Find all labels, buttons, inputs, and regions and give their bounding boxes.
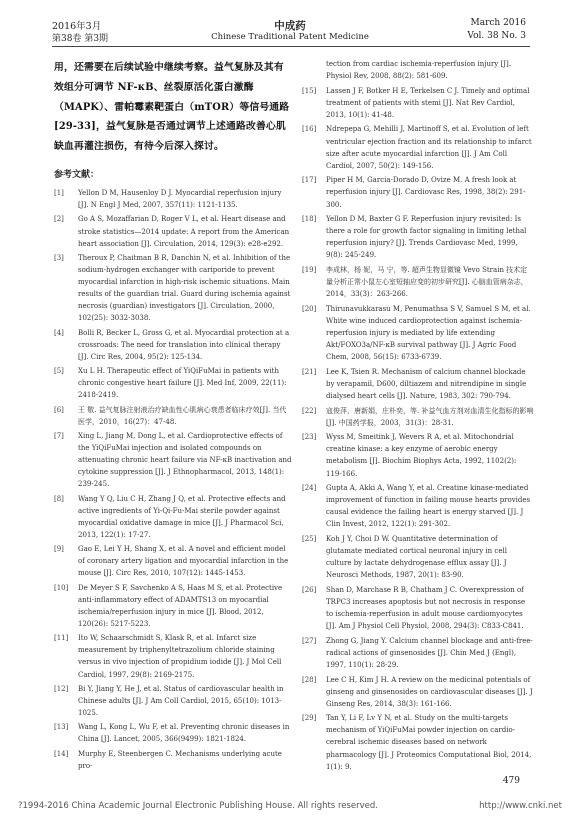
reference-number: [20] bbox=[302, 304, 317, 313]
reference-number: [23] bbox=[302, 433, 317, 442]
reference-entry bbox=[54, 632, 292, 680]
reference-number bbox=[302, 58, 326, 82]
reference-text: Ndrepepa G, Mehilli J, Martinoff S, et al. Evolution of left ventricular ejection fraction and its relationship to infarct size after acute myocardial infarction [J]. J Am Coll Cardiol, 2007, 50(2): 149-156. bbox=[326, 125, 532, 170]
reference-text: Piper H M, Garcia-Dorado D, Ovize M. A fresh look at reperfusion injury [J]. Cardiovasc Res, 1998, 38(2): 291-300. bbox=[326, 176, 526, 209]
reference-number: [10] bbox=[54, 583, 69, 592]
journal-title-cn: 中成药 bbox=[274, 20, 306, 32]
reference-number: [3] bbox=[54, 253, 64, 262]
reference-text: Bi Y, Jiang Y, He J, et al. Status of cardiovascular health in Chinese adults [J]. J Am Coll Cardiol, 2015, 65(10): 1013-1025. bbox=[78, 684, 284, 717]
reference-text: Theroux P, Chaitman B R, Danchin N, et al. Inhibition of the sodium-hydrogen exchanger with cariporide to prevent myocardial infarction in high-risk ischemic situations. Main results of the guardian trial. Guard during ischemia against necrosis (guardian) investigators [J]. Circulation, 2000, 102(25): 3032-3038. bbox=[78, 253, 291, 323]
reference-entry bbox=[302, 533, 534, 581]
reference-entry bbox=[54, 213, 292, 249]
reference-text: 李成林，杨 妮，马 宁，等. 超声生物显微镜 Vevo Strain 技术定量分析正常小鼠左心室短轴应变的初步研究[J]. 心脑血管病杂志，2014，33(3)：263-266. bbox=[326, 266, 528, 299]
reference-number: [2] bbox=[54, 215, 64, 224]
reference-entry bbox=[54, 327, 292, 363]
footer-url-link[interactable]: http://www.cnki.net bbox=[479, 801, 562, 811]
reference-text: Bolli R, Becker L, Gross G, et al. Myocardial protection at a crossroads: The need for translation into clinical therapy [J]. Circ Res, 2004, 95(2): 125-134. bbox=[78, 328, 290, 361]
reference-text: De Meyer S F, Savchenko A S, Haas M S, et al. Protective anti-inflammatory effect of ADAMTS13 on myocardial ischemia/reperfusion injury in mice [J]. Blood, 2012, 120(26): 5217-5223. bbox=[78, 583, 283, 628]
reference-number: [11] bbox=[54, 634, 69, 643]
reference-text: Zhong G, Jiang Y. Calcium channel blockage and anti-free-radical actions of ginsenosides [J]. Chin Med J (Engl), 1997, 110(1): 28-29. bbox=[326, 636, 533, 669]
reference-text: Wyss M, Smeitink J, Wevers R A, et al. Mitochondrial creatine kinase: a key enzyme of aerobic energy metabolism [J]. Biochim Biophys Acta, 1992, 1102(2): 119-166. bbox=[326, 433, 517, 478]
reference-number: [26] bbox=[302, 585, 317, 594]
reference-text: Tan Y, Li F, Lv Y N, et al. Study on the multi-targets mechanism of YiQiFuMai powder injection on cardio-cerebral ischemic diseases based on network pharmacology [J]. J Proteomics Computational Biol, 2014, 1(1): 9. bbox=[326, 714, 532, 771]
journal-title-en: Chinese Traditional Patent Medicine bbox=[211, 32, 369, 42]
reference-number: [27] bbox=[302, 636, 317, 645]
reference-entry bbox=[54, 721, 292, 745]
reference-entry bbox=[54, 252, 292, 325]
reference-number: [18] bbox=[302, 215, 317, 224]
reference-entry bbox=[302, 712, 534, 772]
reference-text: Gupta A, Akki A, Wang Y, et al. Creatine kinase-mediated improvement of function in failing mouse hearts provides causal evidence the failing heart is energy starved [J]. J Clin Invest, 2012, 122(1): 291-302. bbox=[326, 484, 531, 529]
reference-entry bbox=[302, 674, 534, 710]
reference-entry bbox=[302, 366, 534, 402]
reference-number: [19] bbox=[302, 266, 317, 274]
reference-text: Gao E, Lei Y H, Shang X, et al. A novel and efficient model of coronary artery ligation and myocardial infarction in the mouse [J]. Circ Res, 2010, 107(12): 1445-1453. bbox=[78, 545, 289, 578]
reference-entry bbox=[54, 365, 292, 401]
reference-entry bbox=[302, 174, 534, 210]
reference-text: Murphy E, Steenbergen C. Mechanisms underlying acute pro- bbox=[78, 749, 282, 770]
reference-entry bbox=[54, 404, 292, 428]
reference-number: [28] bbox=[302, 675, 317, 684]
reference-text: Koh J Y, Choi D W. Quantitative determination of glutamate mediated cortical neuronal injury in cell culture by lactate dehydrogenase efflux assay [J]. J Neurosci Methods, 1987, 20(1): 83-90. bbox=[326, 534, 507, 580]
reference-text: Wang Y Q, Liu C H, Zhang J Q, et al. Protective effects and active ingredients of Yi-Qi-Fu-Mai sterile powder against myocardial oxidative damage in mice [J]. J Pharmacol Sci, 2013, 122(1): 17-27. bbox=[78, 494, 286, 539]
reference-number: [5] bbox=[54, 367, 64, 376]
reference-number: [21] bbox=[302, 367, 317, 376]
reference-number: [7] bbox=[54, 431, 64, 440]
reference-text: Xu L H. Therapeutic effect of YiQiFuMai in patients with chronic congestive heart failure [J]. Med Inf, 2009, 22(11): 2418-2419. bbox=[78, 367, 287, 400]
reference-number: [24] bbox=[302, 484, 317, 493]
references-list-right bbox=[302, 58, 534, 773]
reference-number: [9] bbox=[54, 545, 64, 554]
reference-entry bbox=[302, 431, 534, 479]
reference-number: [25] bbox=[302, 534, 317, 543]
copyright-notice: ?1994-2016 China Academic Journal Electronic Publishing House. All rights reserved. bbox=[18, 801, 378, 811]
reference-entry bbox=[302, 405, 534, 429]
reference-entry bbox=[54, 493, 292, 541]
reference-entry bbox=[302, 635, 534, 671]
issue-date-en: March 2016 bbox=[470, 18, 526, 28]
reference-text: Ito W, Schaarschmidt S, Klask R, et al. Infarct size measurement by triphenyltetrazolium chloride staining versus in vivo injection of propidium iodide [J]. J Mol Cell Cardiol, 1997, 29(8): 2169-2175. bbox=[78, 634, 282, 679]
references-list-left bbox=[54, 187, 292, 772]
reference-text: Lee C H, Kim J H. A review on the medicinal potentials of ginseng and ginsenosides on cardiovascular diseases [J]. J Ginseng Res, 2014, 38(3): 161-166. bbox=[326, 675, 533, 708]
header-rule bbox=[52, 46, 530, 47]
reference-entry bbox=[302, 584, 534, 632]
volume-cn: 第38卷 第3期 bbox=[52, 34, 109, 44]
reference-entry bbox=[302, 85, 534, 121]
reference-entry bbox=[302, 58, 534, 82]
reference-text: 寇俊萍，唐新娟，庄朴奕，等. 补益气血方剂对血清生化指标的影响[J]. 中国药学报，2003，31(3)：28-31. bbox=[326, 406, 534, 427]
reference-entry bbox=[302, 213, 534, 261]
reference-entry bbox=[302, 482, 534, 530]
reference-entry bbox=[54, 430, 292, 490]
reference-text: Wang L, Kong L, Wu F, et al. Preventing chronic diseases in China [J]. Lancet, 2005, 366(9499): 1821-1824. bbox=[78, 723, 290, 744]
page-number: 479 bbox=[502, 776, 520, 786]
reference-text: Go A S, Mozaffarian D, Roger V L, et al. Heart disease and stroke statistics—2014 update: A report from the American heart association [J]. Circulation, 2014, 129(3): e28-e292. bbox=[78, 215, 290, 248]
body-paragraph: 用，还需要在后续试验中继续考察。益气复脉及其有效组分可调节 NF-κB、丝裂原活化蛋白激酶（MAPK）、雷帕霉素靶蛋白（mTOR）等信号通路[29-33]，益气复脉是否通过调节上述通路改善心肌缺血再灌注损伤，有待今后深入探讨。 bbox=[54, 62, 290, 153]
reference-text: Yellon D M, Hausenloy D J. Myocardial reperfusion injury [J]. N Engl J Med, 2007, 357(11): 1121-1135. bbox=[78, 189, 282, 210]
issue-date-cn: 2016年3月 bbox=[52, 21, 102, 32]
reference-text: Shan D, Marchase R B, Chatham J C. Overexpression of TRPC3 increases apoptosis but not necrosis in response to ischemia-reperfusion in adult mouse cardiomyocytes [J]. Am J Physiol Cell Physiol, 2008, 294(3): C833-C841. bbox=[326, 585, 526, 631]
reference-entry bbox=[54, 543, 292, 579]
reference-text: Yellon D M, Baxter G F. Reperfusion injury revisited: Is there a role for growth factor signaling in limiting lethal reperfusion injury? [J]. Trends Cardiovasc Med, 1999, 9(8): 245-249. bbox=[326, 215, 527, 260]
reference-text: 王 敬. 益气复脉注射液治疗缺血性心肌病心衰患者临床疗效[J]. 当代医学，2010，16(27)：47-48. bbox=[78, 405, 287, 426]
reference-number: [6] bbox=[54, 405, 64, 414]
reference-number: [1] bbox=[54, 189, 64, 198]
reference-entry bbox=[302, 264, 534, 300]
reference-entry bbox=[302, 123, 534, 171]
reference-number: [29] bbox=[302, 714, 317, 723]
reference-text: Xing L, Jiang M, Dong L, et al. Cardioprotective effects of the YiQiFuMai injection and isolated compounds on attenuating chronic heart failure via NF-κB inactivation and cytokine suppression [J]. J Ethnopharmacol, 2013, 148(1): 239-245. bbox=[78, 431, 292, 489]
reference-number: [12] bbox=[54, 684, 69, 693]
reference-number: [13] bbox=[54, 723, 69, 732]
reference-number: [4] bbox=[54, 328, 64, 337]
page-footer bbox=[18, 801, 562, 811]
reference-number: [16] bbox=[302, 125, 317, 134]
reference-text: Lassen J F, Botker H E, Terkelsen C J. Timely and optimal treatment of patients with stemi [J]. Nat Rev Cardiol, 2013, 10(1): 41-48. bbox=[326, 86, 530, 119]
reference-number: [17] bbox=[302, 176, 317, 185]
reference-text: tection from cardiac ischemia-reperfusion injury [J]. Physiol Rev, 2008, 88(2): 581-609. bbox=[326, 60, 511, 81]
reference-entry bbox=[54, 187, 292, 211]
reference-number: [22] bbox=[302, 406, 317, 415]
reference-entry bbox=[54, 582, 292, 630]
reference-number: [14] bbox=[54, 749, 69, 758]
left-column bbox=[54, 58, 292, 774]
reference-number: [8] bbox=[54, 494, 64, 503]
reference-number: [15] bbox=[302, 86, 317, 95]
reference-entry bbox=[54, 748, 292, 772]
reference-entry bbox=[302, 303, 534, 363]
reference-entry bbox=[54, 683, 292, 719]
references-heading: 参考文献： bbox=[54, 169, 100, 180]
reference-text: Thirunavukkarasu M, Penumathsa S V, Samuel S M, et al. White wine induced cardioprotection against ischemia-reperfusion injury is mediated by life extending Akt/FOXO3a/NF-κB survival pathway [J]. J Agric Food Chem, 2008, 56(15): 6733-6739. bbox=[326, 304, 531, 362]
volume-en: Vol. 38 No. 3 bbox=[467, 31, 526, 41]
reference-text: Lee K, Tsien R. Mechanism of calcium channel blockade by verapamil, D600, diltiazem and nitrendipine in single dialysed heart cells [J]. Nature, 1983, 302: 790-794. bbox=[326, 367, 527, 400]
right-column bbox=[302, 58, 534, 775]
